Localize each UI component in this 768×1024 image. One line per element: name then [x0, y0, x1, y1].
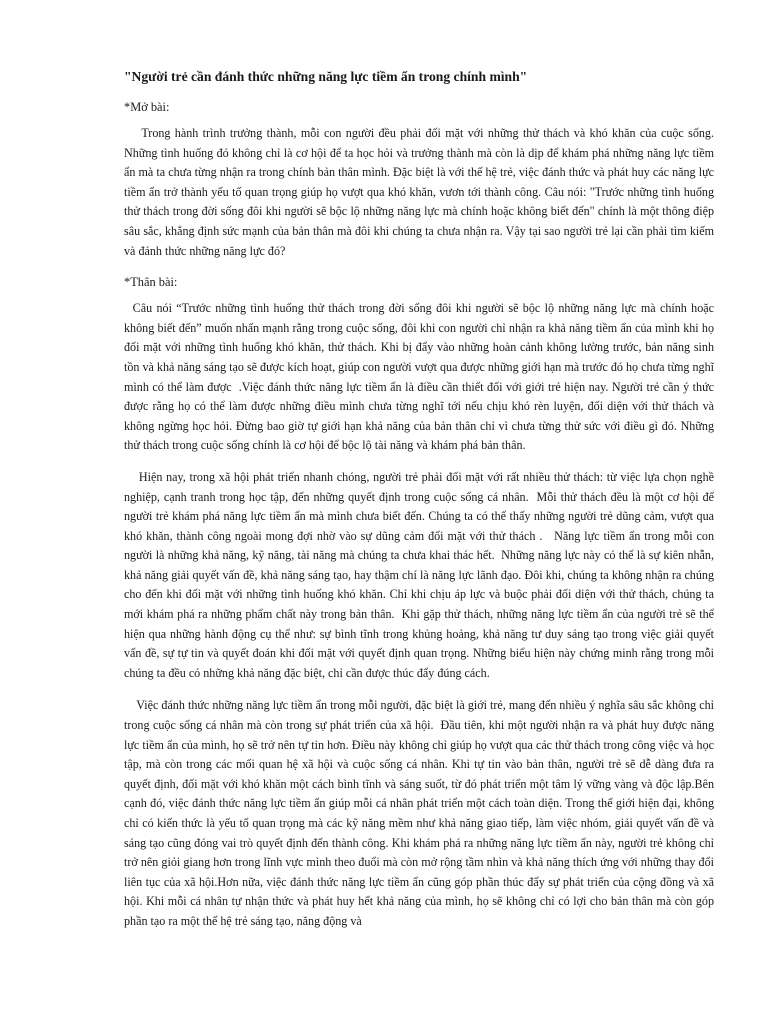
intro-heading: *Mở bài:	[124, 100, 170, 114]
body-paragraph-3: Việc đánh thức những năng lực tiềm ẩn trong mỗi người, đặc biệt là giới trẻ, mang đến nhiều ý nghĩa sâu sắc không chỉ trong cuộc sống cá nhân mà còn trong sự phát triển của xã hội. Đầu tiên, khi một người nhận ra và phát huy được năng lực tiềm ẩn của mình, họ sẽ trở nên tự tin hơn. Điều này không chỉ giúp họ vượt qua các thử thách trong công việc và học tập, mà còn trong các mối quan hệ xã hội và cuộc sống cá nhân. Khi tự tin vào bản thân, người trẻ sẽ dễ dàng đưa ra quyết định, đối mặt với khó khăn một cách bình tĩnh và sáng suốt, từ đó phát triển một tâm lý vững vàng và độc lập.Bên cạnh đó, việc đánh thức năng lực tiềm ẩn giúp mỗi cá nhân phát triển một cách toàn diện. Trong thế giới hiện đại, không chỉ có kiến thức là yếu tố quan trọng mà các kỹ năng mềm như khả năng giao tiếp, làm việc nhóm, giải quyết vấn đề và sáng tạo cũng đóng vai trò quyết định đến thành công. Khi khám phá ra những năng lực tiềm ẩn này, người trẻ không chỉ trở nên giỏi giang hơn trong lĩnh vực mình theo đuổi mà còn mở rộng tầm nhìn và khả năng thích ứng với những thay đổi liên tục của xã hội.Hơn nữa, việc đánh thức năng lực tiềm ẩn cũng góp phần thúc đẩy sự phát triển của cộng đồng và xã hội. Khi mỗi cá nhân tự nhận thức và phát huy hết khả năng của mình, họ sẽ không chỉ có lợi cho bản thân mà còn góp phần tạo ra một thế hệ trẻ sáng tạo, năng động và	[124, 698, 718, 928]
body-heading: *Thân bài:	[124, 275, 178, 290]
document-title: "Người trẻ cần đánh thức những năng lực tiềm ẩn trong chính mình"	[124, 69, 528, 84]
body-paragraph-1: Câu nói “Trước những tình huống thử thách trong đời sống đôi khi người sẽ bộc lộ những năng lực mà chính hoặc không biết đến” muốn nhấn mạnh rằng trong cuộc sống, đôi khi con người chỉ nhận ra khả năng tiềm ẩn của mình khi họ đối mặt với những tình huống khó khăn, thử thách. Khi bị đẩy vào những hoàn cảnh không lường trước, bản năng sinh tồn và khả năng sáng tạo sẽ được kích hoạt, giúp con người vượt qua được những giới hạn mà trước đó họ chưa từng nghĩ mình có thể làm được .Việc đánh thức năng lực tiềm ẩn là điều cần thiết đối với giới trẻ hiện nay. Người trẻ cần ý thức được rằng họ có thể làm được những điều mình chưa từng nghĩ tới nếu chịu khó rèn luyện, đối diện với thử thách và không ngừng học hỏi. Đừng bao giờ tự giới hạn khả năng của bản thân chỉ vì chưa từng thử sức với điều gì đó. Những thử thách trong cuộc sống chính là cơ hội để bộc lộ tài năng và khám phá bản thân.	[124, 301, 718, 453]
document-page	[124, 68, 718, 941]
body-paragraph-2: Hiện nay, trong xã hội phát triển nhanh chóng, người trẻ phải đối mặt với rất nhiều thử thách: từ việc lựa chọn nghề nghiệp, cạnh tranh trong học tập, đến những quyết định trong cuộc sống cá nhân. Mỗi thử thách đều là một cơ hội để người trẻ khám phá năng lực tiềm ẩn mà mình chưa biết đến. Chúng ta có thể thấy những người trẻ dũng cảm, vượt qua khó khăn, thành công ngoài mong đợi nhờ vào sự dũng cảm đối mặt với thử thách . Năng lực tiềm ẩn trong mỗi con người là những khả năng, kỹ năng, tài năng mà chúng ta chưa khai thác hết. Những năng lực này có thể là sự kiên nhẫn, khả năng giải quyết vấn đề, khả năng sáng tạo, hay thậm chí là năng lực lãnh đạo. Đôi khi, chúng ta không nhận ra chúng cho đến khi đối mặt với những tình huống khó khăn. Chỉ khi chịu áp lực và buộc phải đối diện với thử thách, chúng ta mới khám phá ra những phẩm chất này trong bản thân. Khi gặp thử thách, những năng lực tiềm ẩn của người trẻ sẽ thể hiện qua những hành động cụ thể như: sự bình tĩnh trong khủng hoảng, khả năng tư duy sáng tạo trong việc giải quyết vấn đề, sự tự tin và quyết đoán khi đối mặt với quyết định quan trọng. Những biểu hiện này chứng minh rằng trong mỗi chúng ta đều có những khả năng đặc biệt, chỉ cần được thúc đẩy đúng cách.	[124, 469, 718, 680]
intro-paragraph: Trong hành trình trưởng thành, mỗi con người đều phải đối mặt với những thử thách và khó khăn của cuộc sống. Những tình huống đó không chỉ là cơ hội để ta học hỏi và trưởng thành mà còn là dịp để khám phá những năng lực tiềm ẩn mà ta chưa từng nhận ra trong chính bản thân mình. Đặc biệt là với thế hệ trẻ, việc đánh thức và phát huy các năng lực tiềm ẩn trở thành yếu tố quan trọng giúp họ vượt qua khó khăn, vươn tới thành công. Câu nói: "Trước những tình huống thử thách trong đời sống đôi khi người sẽ bộc lộ những năng lực mà chính hoặc không biết đến" chính là một thông điệp sâu sắc, khẳng định sức mạnh của bản thân mà đôi khi chúng ta chưa nhận ra. Vậy tại sao người trẻ lại cần phải tìm kiếm và đánh thức những năng lực đó?	[124, 126, 718, 258]
